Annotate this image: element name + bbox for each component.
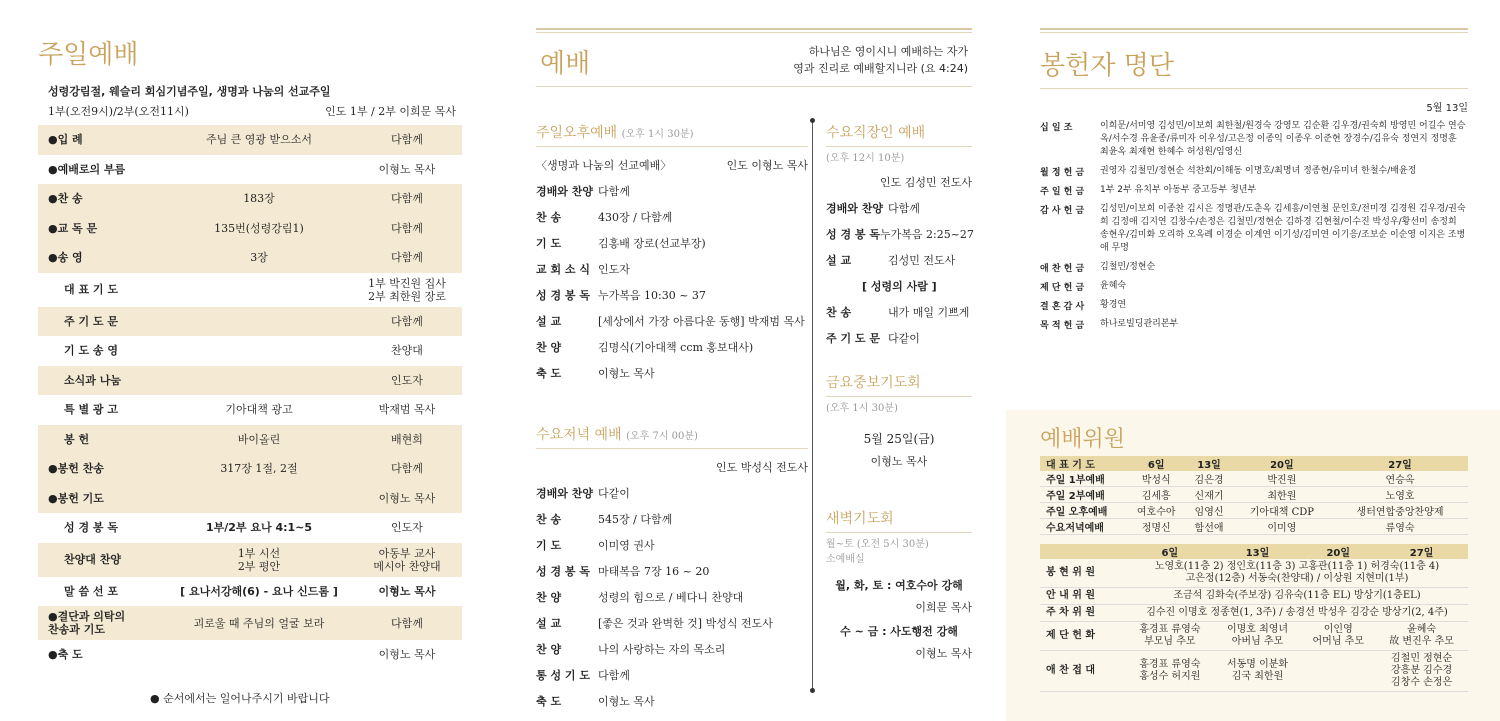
section-time: 월~토 (오전 5시 30분)	[826, 539, 929, 550]
dawn-preacher-2: 이형노 목사	[915, 647, 972, 660]
service-item	[536, 511, 808, 527]
donor-category: 감 사 헌 금	[1040, 206, 1085, 216]
item-label: 축 도	[536, 367, 562, 380]
order-label: 말 씀 선 포	[64, 584, 118, 598]
column-header: 6일	[1126, 544, 1214, 559]
item-label: 찬 양	[536, 341, 562, 354]
donor-names: 황경연	[1100, 300, 1127, 310]
donor-row	[1040, 299, 1468, 312]
table-cell: 생터연합중앙찬양제	[1332, 503, 1468, 519]
item-label: 경배와 찬양	[536, 185, 593, 198]
table-cell: 윤혜숙 故 변진우 추모	[1375, 622, 1468, 651]
item-value: 김홍배 장로(선교부장)	[598, 237, 706, 250]
item-label: 교 회 소 식	[536, 263, 590, 276]
order-label: ●결단과 의탁의 찬송과 기도	[48, 610, 126, 636]
section-time: (오후 1시 30분)	[621, 129, 694, 140]
service-leader: 인도 이형노 목사	[726, 159, 808, 172]
order-person: 인도자	[391, 521, 423, 535]
order-row	[38, 214, 462, 244]
item-label: 설 교	[536, 315, 562, 328]
item-label: 축 도	[536, 695, 562, 708]
order-row	[38, 155, 462, 185]
order-label: 특 별 광 고	[64, 403, 118, 417]
table-cell: 류영숙	[1332, 519, 1468, 535]
table-cell: 박진원	[1232, 471, 1332, 487]
donors-date: 5월 13일	[1426, 103, 1468, 114]
column-header: 대 표 기 도	[1040, 456, 1126, 471]
dawn-preacher-1: 이희문 목사	[915, 601, 972, 614]
donor-names: 윤혜숙	[1100, 281, 1127, 291]
service-item	[536, 313, 808, 329]
section-time: (오후 1시 30분)	[826, 403, 898, 414]
service-theme: 〈생명과 나눔의 선교예배〉	[536, 159, 672, 172]
order-label: ●봉헌 찬송	[48, 462, 104, 476]
table-cell: 박성식	[1126, 471, 1186, 487]
order-row	[38, 184, 462, 214]
table-cell: 함선애	[1186, 519, 1231, 535]
item-value: [세상에서 가장 아름다운 동행] 박재범 목사	[598, 315, 805, 328]
order-content: 183장	[243, 192, 275, 206]
donor-category: 목 적 헌 금	[1040, 321, 1085, 331]
order-content: 1부 시선 2부 평안	[237, 546, 281, 573]
item-label: 찬 양	[536, 643, 562, 656]
donor-row	[1040, 261, 1468, 274]
item-label: 성 경 봉 독	[826, 228, 880, 241]
table-cell: 주 차 위 원	[1040, 605, 1126, 622]
item-value: [ 성령의 사람 ]	[862, 280, 937, 293]
item-label: 설 교	[826, 254, 852, 267]
table-cell: 주일 1부예배	[1040, 471, 1126, 487]
order-content: 135번(성령강림1)	[214, 221, 304, 235]
item-label: 경배와 찬양	[536, 487, 593, 500]
order-content: 주님 큰 영광 받으소서	[205, 133, 313, 147]
committee-title: 예배위원	[1040, 427, 1126, 452]
item-value: 430장 / 다함께	[598, 211, 673, 224]
item-value: 다함께	[888, 202, 920, 215]
section-time: (오후 7시 00분)	[626, 431, 698, 442]
table-cell: 노영호	[1332, 487, 1468, 503]
donor-names: 하나로빌딩관리본부	[1100, 319, 1179, 329]
donor-names: 이희문/서미영 김성민/이보희 최한철/원경숙 강영모 김순환 김우경/권숙희 방영민 어길수 연승옥/서수경 유윤종/류미자 이우성/고은정 이종익 이종우 이준현 장경수/김유숙 정연지 정명훈 최윤옥 최재현 한혜수 허성원/임영신	[1100, 121, 1466, 157]
order-label: 성 경 봉 독	[64, 521, 118, 535]
item-value: 다함께	[598, 185, 630, 198]
order-label: ●찬 송	[48, 192, 83, 206]
table-cell: 최한원	[1232, 487, 1332, 503]
item-value: 인도자	[598, 263, 630, 276]
table-cell: 홍경표 류영숙 부모님 추모	[1126, 622, 1214, 651]
service-leader: 인도 1부 / 2부 이희문 목사	[325, 105, 456, 118]
item-label: 찬 송	[536, 211, 562, 224]
order-label: ●교 독 문	[48, 221, 98, 235]
order-content: 3장	[250, 251, 268, 265]
service-item	[826, 200, 972, 216]
item-value: 545장 / 다함께	[598, 513, 673, 526]
order-label: ●송 영	[48, 251, 83, 265]
item-value: 누가복음 10:30 ~ 37	[598, 289, 706, 302]
service-item	[826, 304, 972, 320]
item-label: 성 경 봉 독	[536, 565, 590, 578]
order-row	[38, 307, 462, 337]
order-person: 이형노 목사	[378, 491, 436, 505]
section-name: 주일오후예배	[536, 125, 618, 141]
section-title: 새벽기도회	[826, 511, 894, 527]
order-content: 괴로울 때 주님의 얼굴 보라	[193, 616, 325, 630]
donor-names: 김철민/정현순	[1100, 262, 1156, 272]
column-header: 6일	[1126, 456, 1186, 471]
order-content: 기아대책 광고	[225, 403, 293, 417]
table-cell: 제 단 헌 화	[1040, 622, 1126, 651]
table-row	[1040, 519, 1468, 535]
service-item	[536, 615, 808, 631]
table-cell: 연승옥	[1332, 471, 1468, 487]
item-value: 다함께	[598, 669, 630, 682]
table-row	[1040, 503, 1468, 519]
bullet-dot	[810, 118, 815, 123]
service-item	[536, 667, 808, 683]
section-title	[536, 122, 808, 142]
donor-names: 김성민/이보희 이종찬 김시은 정명관/도춘옥 김세흥/이연철 문인호/전미경 김경원 김우경/권숙희 김정애 김지연 김창수/손정은 김철민/정현순 김하경 김현철/이수진 박성우/황선미 송정희 송현우/김미화 오리하 오옥례 이경순 이계연 이기성/김미연 이기응/조보순 이순영 이지은 조병애 무명	[1100, 204, 1466, 253]
column-header: 13일	[1186, 456, 1231, 471]
donors-title: 봉헌자 명단	[1040, 51, 1174, 81]
order-person: 다함께	[391, 251, 423, 265]
order-label: ●입 례	[48, 133, 83, 147]
item-label	[826, 278, 862, 294]
order-person: 다함께	[391, 616, 423, 630]
order-row	[38, 243, 462, 273]
column-header	[1040, 544, 1126, 559]
prayer-roster-table	[1040, 456, 1468, 535]
order-person: 다함께	[391, 314, 423, 328]
table-cell: 기아대책 CDP	[1232, 503, 1332, 519]
verse-line: 영과 진리로 예배할지니라 (요 4:24)	[793, 62, 968, 75]
dawn-schedule-2: 수 ~ 금 : 사도행전 강해	[840, 625, 958, 638]
service-item	[536, 589, 808, 605]
prayer-place: 소예배실	[826, 554, 865, 565]
order-content: [ 요나서강해(6) - 요나 신드롬 ]	[180, 584, 338, 598]
donor-row	[1040, 165, 1468, 178]
item-label: 통 성 기 도	[536, 669, 590, 682]
service-times-row	[38, 103, 462, 119]
item-value: 김명식(기아대책 ccm 홍보대사)	[598, 341, 754, 354]
service-item	[536, 365, 808, 381]
worship-schedule	[536, 28, 972, 718]
column-header: 20일	[1301, 544, 1375, 559]
service-item	[826, 226, 972, 242]
service-subtitle: 성령강림절, 웨슬리 회심기념주일, 생명과 나눔의 선교주일	[48, 85, 331, 98]
service-times: 1부(오전9시)/2부(오전11시)	[48, 105, 189, 118]
table-cell: 노영호(11층 2) 정인호(11층 3) 고홍관(11층 1) 허경숙(11층 4) 고은정(12층) 서동숙(찬양대) / 이상원 지현미(1부)	[1126, 559, 1468, 588]
order-label: ●예배로의 부름	[48, 162, 126, 176]
table-cell: 정명신	[1126, 519, 1186, 535]
donor-category: 애 찬 헌 금	[1040, 264, 1085, 274]
item-value: 다같이	[598, 487, 630, 500]
order-row	[38, 484, 462, 514]
donor-row	[1040, 318, 1468, 331]
committee-roster-table	[1040, 544, 1468, 692]
section-name: 수요저녁 예배	[536, 427, 622, 443]
wednesday-evening-service	[536, 424, 808, 709]
dawn-schedule-1: 월, 화, 토 : 여호수아 강해	[835, 579, 963, 592]
worker-items	[826, 200, 972, 346]
worship-title: 예배	[540, 49, 591, 79]
section-title: 금요중보기도회	[826, 375, 921, 391]
order-row	[38, 640, 462, 670]
item-label: 주 기 도 문	[826, 332, 880, 345]
wednesday-worker-service	[826, 122, 972, 346]
bullet-dot	[810, 688, 815, 693]
prayer-leader: 이형노 목사	[870, 455, 928, 468]
item-value: 누가복음 2:25~27	[880, 228, 974, 241]
section-time: (오후 12시 10분)	[826, 153, 905, 164]
table-row	[1040, 605, 1468, 622]
item-label: 성 경 봉 독	[536, 289, 590, 302]
service-item	[536, 287, 808, 303]
friday-prayer	[826, 372, 972, 469]
vertical-divider	[812, 120, 813, 692]
item-label: 찬 송	[826, 306, 852, 319]
order-person: 박재범 목사	[378, 403, 436, 417]
table-cell: 여호수아	[1126, 503, 1186, 519]
donor-category: 결 혼 감 사	[1040, 302, 1085, 312]
service-item	[826, 278, 972, 294]
donor-category: 제 단 헌 금	[1040, 283, 1085, 293]
item-value: 마태복음 7장 16 ~ 20	[598, 565, 710, 578]
service-item	[536, 209, 808, 225]
order-content: 바이올린	[237, 432, 281, 446]
sunday-service-title: 주일예배	[38, 40, 139, 70]
order-person: 다함께	[391, 462, 423, 476]
service-item	[536, 235, 808, 251]
table-row	[1040, 559, 1468, 588]
table-cell: 주일 오후예배	[1040, 503, 1126, 519]
table-cell	[1301, 651, 1375, 692]
order-person: 배현희	[391, 432, 423, 446]
table-cell: 주일 2부예배	[1040, 487, 1126, 503]
table-row	[1040, 471, 1468, 487]
order-content: 1부/2부 요나 4:1~5	[205, 521, 313, 535]
service-item	[536, 183, 808, 199]
order-row	[38, 273, 462, 307]
donor-category: 월 정 헌 금	[1040, 168, 1085, 178]
order-row	[38, 606, 462, 640]
verse-line: 하나님은 영이시니 예배하는 자가	[808, 45, 968, 58]
item-value: 내가 매일 기쁘게	[888, 306, 970, 319]
table-row	[1040, 651, 1468, 692]
column-header: 27일	[1332, 456, 1468, 471]
order-label: 찬양대 찬양	[64, 553, 121, 566]
item-value: 성령의 힘으로 / 베다니 찬양대	[598, 591, 744, 604]
column-header: 27일	[1375, 544, 1468, 559]
order-person: 다함께	[391, 133, 423, 147]
donors-list	[1040, 28, 1468, 331]
table-cell: 신재기	[1186, 487, 1231, 503]
item-label: 설 교	[536, 617, 562, 630]
service-leader: 인도 김성민 전도사	[879, 176, 972, 189]
order-row	[38, 125, 462, 155]
service-item	[536, 537, 808, 553]
table-header	[1040, 544, 1468, 559]
donor-category: 주 일 헌 금	[1040, 187, 1085, 197]
table-cell: 애 찬 접 대	[1040, 651, 1126, 692]
order-person: 다함께	[391, 221, 423, 235]
item-label: 기 도	[536, 539, 562, 552]
item-value: 나의 사랑하는 자의 목소리	[598, 643, 726, 656]
worship-committee-panel	[1006, 410, 1500, 721]
order-person: 1부 박진원 집사 2부 최한원 장로	[368, 276, 446, 303]
table-cell: 김수진 이명호 정종현(1, 3주) / 송경선 박성우 김강순 방상기(2, 4주)	[1126, 605, 1468, 622]
order-of-service-list	[38, 125, 462, 670]
order-person: 다함께	[391, 192, 423, 206]
divider	[536, 32, 972, 33]
divider	[1040, 28, 1468, 30]
divider	[536, 86, 972, 87]
order-label: 소식과 나눔	[64, 373, 121, 387]
donor-row	[1040, 120, 1468, 159]
afternoon-items	[536, 183, 808, 381]
order-row	[38, 577, 462, 607]
item-label: 찬 양	[536, 591, 562, 604]
item-value: 다같이	[888, 332, 920, 345]
item-value: 이형노 목사	[598, 695, 655, 708]
table-cell: 이인영 어머님 추모	[1301, 622, 1375, 651]
column-header: 20일	[1232, 456, 1332, 471]
donor-row	[1040, 203, 1468, 255]
item-value: 이미영 권사	[598, 539, 655, 552]
service-leader: 인도 박성식 전도사	[715, 461, 808, 474]
order-row	[38, 454, 462, 484]
order-row	[38, 513, 462, 543]
donor-groups	[1040, 120, 1468, 331]
scripture-verse	[793, 43, 968, 77]
service-item	[536, 641, 808, 657]
service-item	[826, 330, 972, 346]
item-value: 이형노 목사	[598, 367, 655, 380]
sunday-service-order	[38, 34, 462, 670]
item-value: 김성민 전도사	[888, 254, 956, 267]
service-item	[536, 339, 808, 355]
table-cell: 이명호 최영녀 아버님 추모	[1214, 622, 1302, 651]
wednesday-items	[536, 485, 808, 709]
donor-names: 1부 2부 유치부 아동부 중고등부 청년부	[1100, 185, 1257, 195]
order-person: 아동부 교사 메시아 찬양대	[373, 546, 441, 573]
order-content: 317장 1절, 2절	[220, 462, 298, 476]
service-item	[536, 261, 808, 277]
order-row	[38, 543, 462, 577]
service-item	[536, 485, 808, 501]
order-person: 이형노 목사	[378, 584, 436, 598]
section-title: 수요직장인 예배	[826, 125, 926, 141]
table-cell: 이미영	[1232, 519, 1332, 535]
donor-category: 십 일 조	[1040, 123, 1073, 133]
item-value: [좋은 것과 완벽한 것] 박성식 전도사	[598, 617, 773, 630]
donor-row	[1040, 280, 1468, 293]
standing-note: ● 순서에서는 일어나주시기 바랍니다	[150, 692, 330, 705]
order-label: 봉 헌	[64, 432, 90, 446]
order-row	[38, 366, 462, 396]
service-item	[536, 693, 808, 709]
table-cell: 봉 현 위 원	[1040, 559, 1126, 588]
table-cell: 홍경표 류영숙 홍성수 허지원	[1126, 651, 1214, 692]
table-cell: 김은경	[1186, 471, 1231, 487]
table-cell: 안 내 위 원	[1040, 588, 1126, 605]
sunday-afternoon-service	[536, 122, 808, 381]
table-header	[1040, 456, 1468, 471]
table-cell: 수요저녁예배	[1040, 519, 1126, 535]
table-cell: 서동명 이분화 김국 최한원	[1214, 651, 1302, 692]
order-label: 주 기 도 문	[64, 314, 118, 328]
order-person: 이형노 목사	[378, 162, 436, 176]
worship-header	[536, 43, 972, 80]
order-row	[38, 425, 462, 455]
order-label: ●봉헌 기도	[48, 491, 104, 505]
service-item	[536, 563, 808, 579]
dawn-prayer	[826, 508, 972, 661]
item-label: 경배와 찬양	[826, 202, 883, 215]
order-label: 대 표 기 도	[64, 283, 118, 296]
divider	[1040, 88, 1468, 89]
table-row	[1040, 487, 1468, 503]
table-cell: 임영신	[1186, 503, 1231, 519]
table-cell: 김세흥	[1126, 487, 1186, 503]
order-label: 기 도 송 영	[64, 344, 118, 358]
donor-row	[1040, 184, 1468, 197]
service-item	[826, 252, 972, 268]
donor-names: 권영자 김철민/정현순 석찬회/이해동 이명호/최명녀 정종현/유미녀 한철수/배윤정	[1100, 166, 1417, 176]
item-label: 찬 송	[536, 513, 562, 526]
table-cell: 김철민 정현순 강흥분 김수경 김창수 손정은	[1375, 651, 1468, 692]
order-person: 찬양대	[391, 344, 423, 358]
order-row	[38, 395, 462, 425]
order-person: 이형노 목사	[378, 648, 436, 662]
table-row	[1040, 588, 1468, 605]
order-row	[38, 336, 462, 366]
table-row	[1040, 622, 1468, 651]
order-label: ●축 도	[48, 648, 83, 662]
table-cell: 조금석 김화숙(주보장) 김유숙(11층 EL) 방상기(1층EL)	[1126, 588, 1468, 605]
prayer-date: 5월 25일(금)	[863, 432, 935, 446]
divider	[536, 28, 972, 30]
divider	[1040, 32, 1468, 33]
column-header: 13일	[1214, 544, 1302, 559]
item-label: 기 도	[536, 237, 562, 250]
order-person: 인도자	[391, 373, 423, 387]
section-title	[536, 424, 808, 444]
